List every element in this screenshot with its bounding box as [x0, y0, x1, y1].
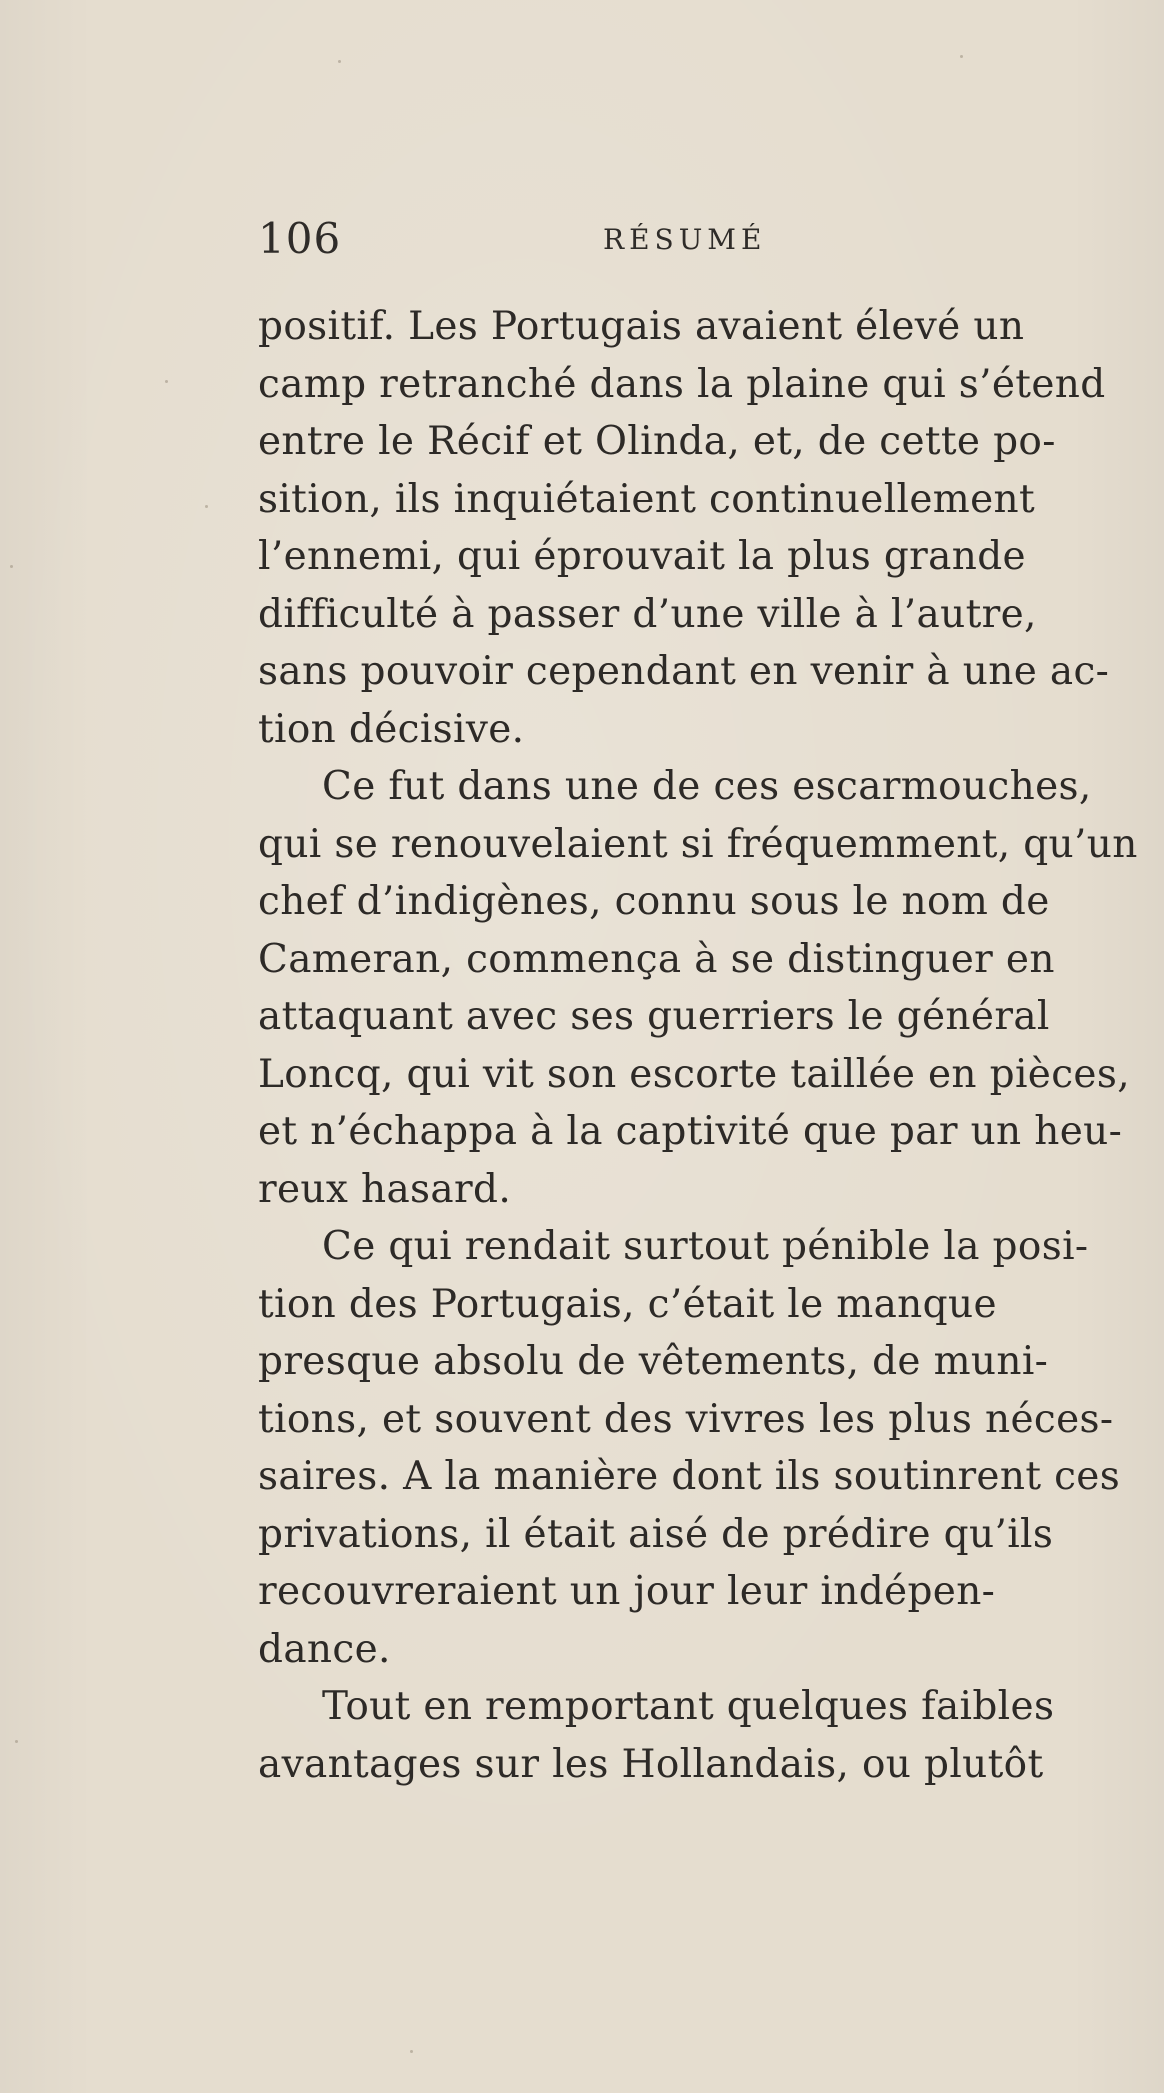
text-line: camp retranché dans la plaine qui s’étend — [258, 361, 1106, 407]
text-line: Ce fut dans une de ces escarmouches, — [322, 764, 1092, 809]
paper-speck — [960, 55, 963, 58]
text-line: Cameran, commença à se distinguer en — [258, 936, 1055, 982]
page-number: 106 — [258, 214, 342, 263]
text-line: dance. — [258, 1626, 391, 1672]
text-line: chef d’indigènes, connu sous le nom de — [258, 879, 1050, 924]
paper-speck — [10, 565, 13, 568]
paper-speck — [165, 380, 168, 383]
paper-speck — [338, 60, 341, 63]
text-line: tion des Portugais, c’était le manque — [258, 1281, 997, 1327]
text-line: tion décisive. — [258, 706, 525, 752]
text-line: reux hasard. — [258, 1166, 512, 1212]
paper-speck — [15, 1740, 18, 1743]
text-line: avantages sur les Hollandais, ou plutôt — [258, 1741, 1044, 1787]
text-line: recouvreraient un jour leur indépen- — [258, 1569, 996, 1614]
running-title: RÉSUMÉ — [603, 223, 767, 256]
text-line: Tout en remportant quelques faibles — [322, 1684, 1055, 1729]
text-line: difficulté à passer d’une ville à l’autre, — [258, 591, 1037, 637]
text-line: privations, il était aisé de prédire qu’ils — [258, 1511, 1054, 1557]
text-line: Ce qui rendait surtout pénible la posi- — [322, 1224, 1089, 1269]
text-line: et n’échappa à la captivité que par un heu- — [258, 1109, 1123, 1154]
paper-speck — [410, 2050, 413, 2053]
body-text — [258, 298, 1158, 1793]
text-line: presque absolu de vêtements, de muni- — [258, 1339, 1049, 1384]
text-line: positif. Les Portugais avaient élevé un — [258, 304, 1025, 349]
text-line: Loncq, qui vit son escorte taillée en pièces, — [258, 1051, 1130, 1097]
text-line: qui se renouvelaient si fréquemment, qu’un — [258, 821, 1138, 867]
text-line: sans pouvoir cependant en venir à une ac- — [258, 649, 1110, 694]
paper-speck — [205, 505, 208, 508]
text-line: tions, et souvent des vivres les plus néces- — [258, 1396, 1114, 1442]
text-line: sition, ils inquiétaient continuellement — [258, 476, 1036, 522]
text-line: entre le Récif et Olinda, et, de cette po- — [258, 419, 1056, 464]
page-header — [258, 214, 1158, 274]
text-line: attaquant avec ses guerriers le général — [258, 994, 1050, 1039]
text-line: l’ennemi, qui éprouvait la plus grande — [258, 534, 1026, 579]
text-line: saires. A la manière dont ils soutinrent ces — [258, 1454, 1121, 1499]
